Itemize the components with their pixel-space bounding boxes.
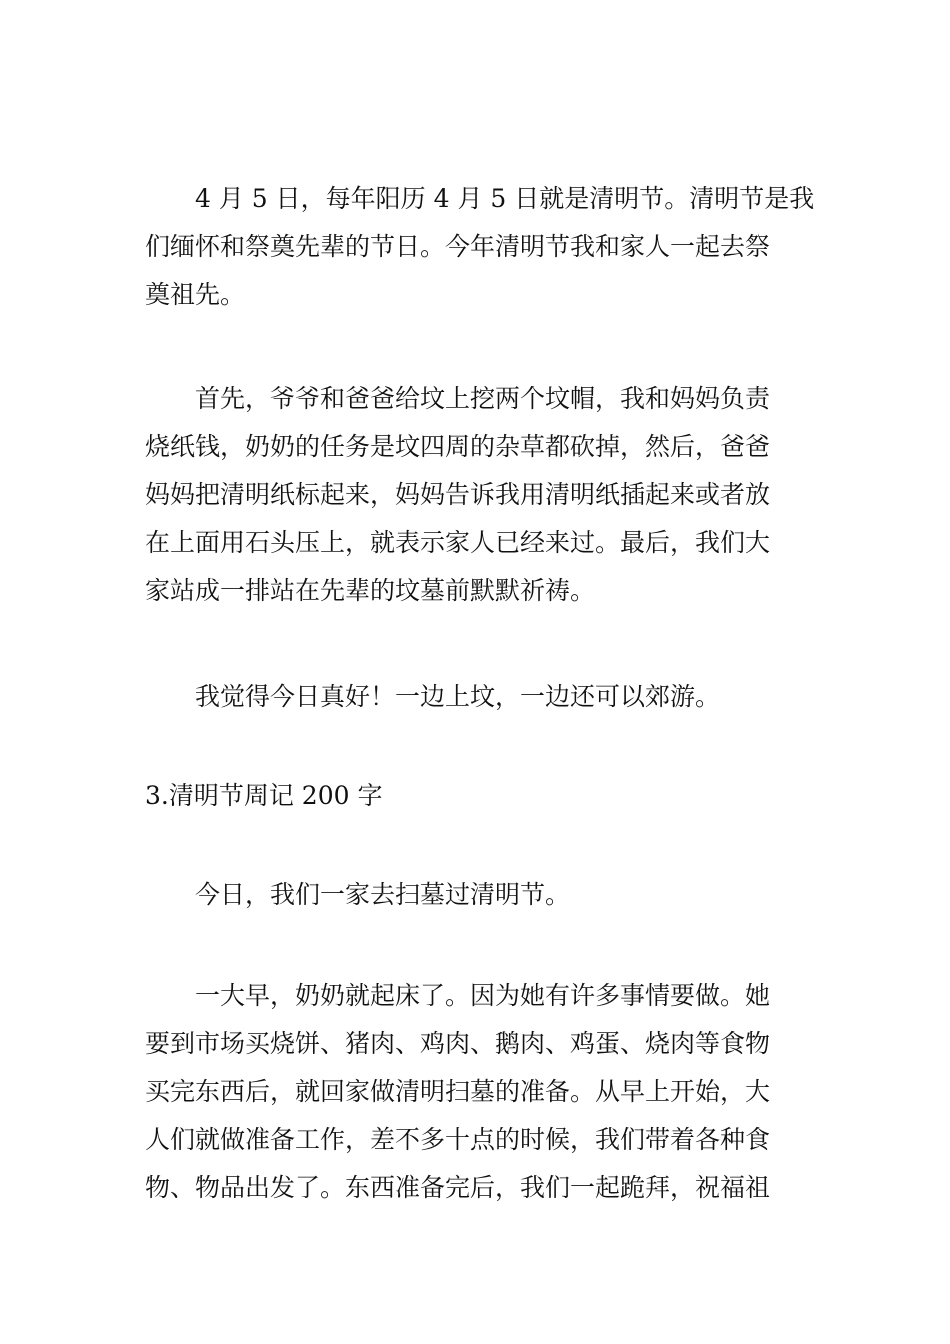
paragraph-line: 妈妈把清明纸标起来，妈妈告诉我用清明纸插起来或者放 — [145, 480, 771, 509]
paragraph-line: 们缅怀和祭奠先辈的节日。今年清明节我和家人一起去祭 — [145, 232, 771, 261]
paragraph-line: 家站成一排站在先辈的坟墓前默默祈祷。 — [145, 576, 596, 605]
section-heading — [145, 772, 810, 820]
paragraph-line: 物、物品出发了。东西准备完后，我们一起跪拜，祝福祖 — [145, 1173, 771, 1202]
paragraph-3 — [145, 673, 810, 721]
paragraph-4 — [145, 871, 810, 919]
paragraph-line: 奠祖先。 — [145, 280, 246, 309]
paragraph-2 — [145, 375, 810, 615]
paragraph-line: 人们就做准备工作，差不多十点的时候，我们带着各种食 — [145, 1125, 771, 1154]
paragraph-line: 买完东西后，就回家做清明扫墓的准备。从早上开始，大 — [145, 1077, 771, 1106]
paragraph-line: 首先，爷爷和爸爸给坟上挖两个坟帽，我和妈妈负责 — [195, 384, 771, 413]
paragraph-line: 要到市场买烧饼、猪肉、鸡肉、鹅肉、鸡蛋、烧肉等食物 — [145, 1029, 771, 1058]
paragraph-line: 烧纸钱，奶奶的任务是坟四周的杂草都砍掉，然后，爸爸 — [145, 432, 771, 461]
paragraph-line: 在上面用石头压上，就表示家人已经来过。最后，我们大 — [145, 528, 771, 557]
paragraph-1 — [145, 175, 815, 319]
section-heading-text: 3.清明节周记 200 字 — [145, 781, 383, 810]
paragraph-line: 一大早，奶奶就起床了。因为她有许多事情要做。她 — [195, 981, 771, 1010]
paragraph-line: 今日，我们一家去扫墓过清明节。 — [195, 880, 571, 909]
paragraph-line: 我觉得今日真好！一边上坟，一边还可以郊游。 — [195, 682, 721, 711]
paragraph-line: 4 月 5 日，每年阳历 4 月 5 日就是清明节。清明节是我 — [195, 184, 815, 213]
paragraph-5 — [145, 972, 810, 1212]
